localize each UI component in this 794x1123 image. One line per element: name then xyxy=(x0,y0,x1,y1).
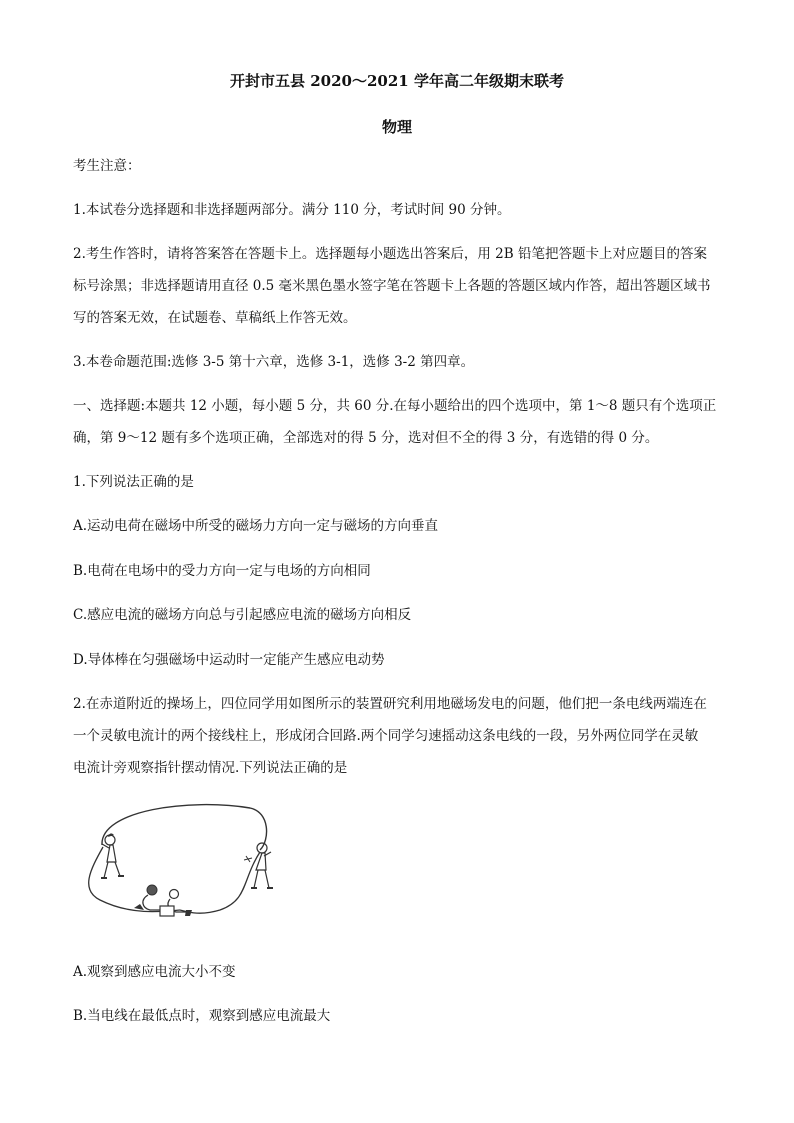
notice-item-3: 3.本卷命题范围:选修 3-5 第十六章，选修 3-1，选修 3-2 第四章。 xyxy=(73,354,475,370)
section-1-instructions-line-1: 一、选择题:本题共 12 小题，每小题 5 分，共 60 分.在每小题给出的四个选项中，第 1～8 题只有个选项正 xyxy=(73,398,717,414)
galvanometer-icon xyxy=(160,906,174,916)
wire-swinging-illustration xyxy=(70,800,285,930)
question-1-option-c: C.感应电流的磁场方向总与引起感应电流的磁场方向相反 xyxy=(73,607,412,623)
right-student-figure xyxy=(244,843,273,888)
exam-title: 开封市五县 2020～2021 学年高二年级期末联考 xyxy=(230,72,564,90)
question-2-stem-line-3: 电流计旁观察指针摆动情况.下列说法正确的是 xyxy=(73,760,348,776)
question-2-stem-line-1: 2.在赤道附近的操场上，四位同学用如图所示的装置研究利用地磁场发电的问题，他们把一条电线两端连在 xyxy=(73,696,707,712)
notice-heading: 考生注意： xyxy=(73,158,141,174)
question-1-stem: 1.下列说法正确的是 xyxy=(73,474,194,490)
subject-title: 物理 xyxy=(381,118,412,136)
question-1-option-d: D.导体棒在匀强磁场中运动时一定能产生感应电动势 xyxy=(73,652,385,668)
question-2-option-b: B.当电线在最低点时，观察到感应电流最大 xyxy=(73,1008,331,1024)
notice-item-2-line-3: 写的答案无效，在试题卷、草稿纸上作答无效。 xyxy=(73,310,357,326)
notice-item-2-line-2: 标号涂黑；非选择题请用直径 0.5 毫米黑色墨水签字笔在答题卡上各题的答题区域内作答，超出答题区域书 xyxy=(73,278,711,294)
notice-item-2-line-1: 2.考生作答时，请将答案答在答题卡上。选择题每小题选出答案后，用 2B 铅笔把答题卡上对应题目的答案 xyxy=(73,246,707,262)
question-2-option-a: A.观察到感应电流大小不变 xyxy=(73,964,236,980)
question-1-option-a: A.运动电荷在磁场中所受的磁场力方向一定与磁场的方向垂直 xyxy=(73,518,439,534)
left-student-figure xyxy=(101,833,124,878)
question-2-stem-line-2: 一个灵敏电流计的两个接线柱上，形成闭合回路.两个同学匀速摇动这条电线的一段，另外两位同学在灵敏 xyxy=(73,728,699,744)
question-1-option-b: B.电荷在电场中的受力方向一定与电场的方向相同 xyxy=(73,563,371,579)
section-1-instructions-line-2: 确，第 9～12 题有多个选项正确，全部选对的得 5 分，选对但不全的得 3 分，有选错的得 0 分。 xyxy=(73,430,659,446)
notice-item-1: 1.本试卷分选择题和非选择题两部分。满分 110 分，考试时间 90 分钟。 xyxy=(73,202,511,218)
